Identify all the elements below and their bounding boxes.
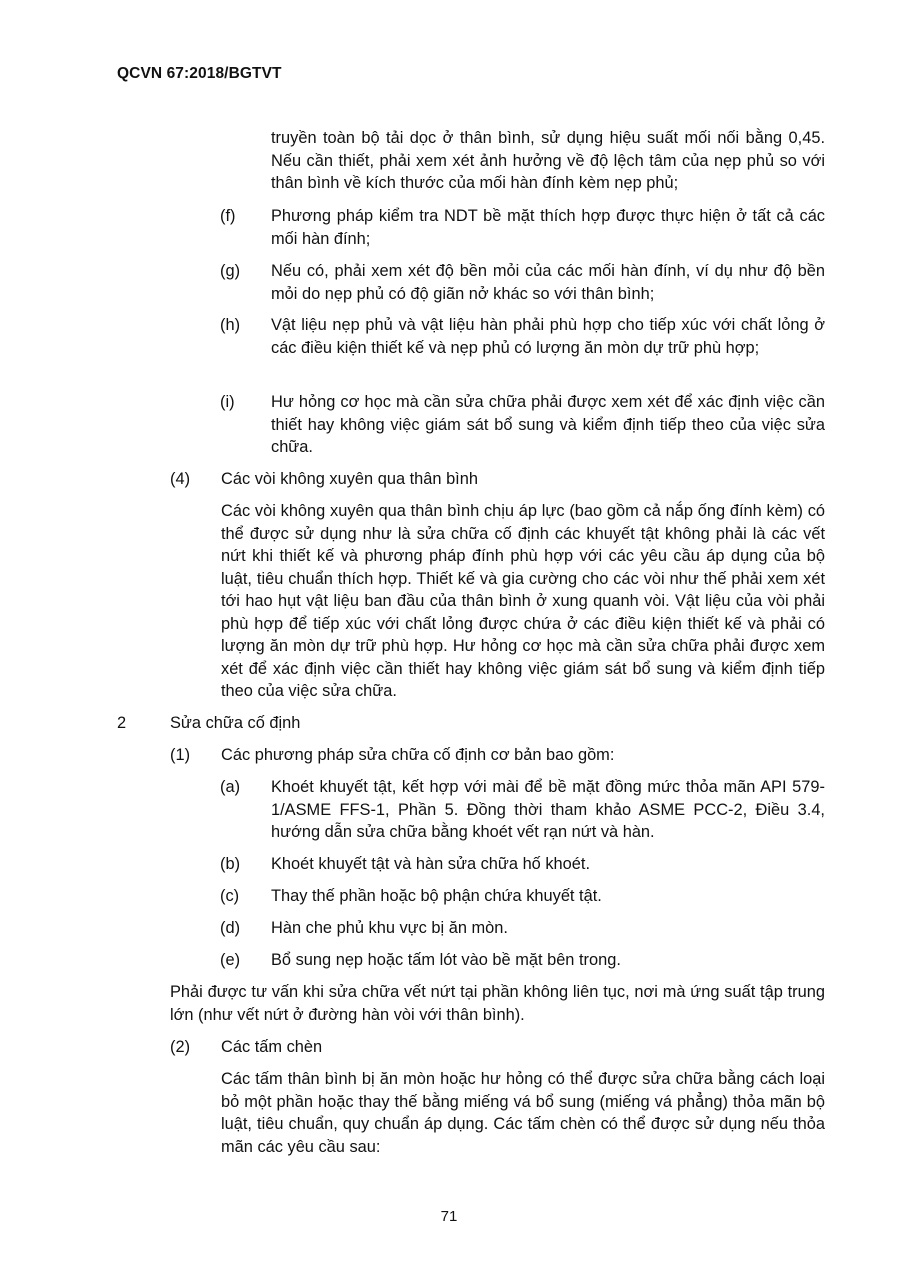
item-d-text: Hàn che phủ khu vực bị ăn mòn. [271, 919, 508, 937]
para-2-title: Các tấm chèn [221, 1038, 323, 1056]
document-code-header: QCVN 67:2018/BGTVT [117, 65, 282, 82]
item-h-text: Vật liệu nẹp phủ và vật liệu hàn phải phù hợp cho tiếp xúc với chất lỏng ở các điều kiện thiết kế và nẹp phủ có lượng ăn mòn dự trữ phù hợp; [271, 316, 825, 357]
item-g-text: Nếu có, phải xem xét độ bền mỏi của các mối hàn đính, ví dụ như độ bền mỏi do nẹp phủ có độ giãn nở khác so với thân bình; [271, 262, 825, 303]
item-b-text: Khoét khuyết tật và hàn sửa chữa hố khoét. [271, 855, 591, 873]
section-2-title: Sửa chữa cố định [170, 714, 301, 732]
para-1-title: Các phương pháp sửa chữa cố định cơ bản bao gồm: [221, 746, 615, 764]
para-1-label: (1) [170, 746, 191, 764]
item-e2-text: Bổ sung nẹp hoặc tấm lót vào bề mặt bên trong. [271, 951, 621, 969]
para-4-title: Các vòi không xuyên qua thân bình [221, 470, 478, 488]
item-f-text: Phương pháp kiểm tra NDT bề mặt thích hợp được thực hiện ở tất cả các mối hàn đính; [271, 207, 825, 248]
item-g-label: (g) [220, 262, 241, 280]
section-2-label: 2 [117, 714, 127, 732]
item-f-label: (f) [220, 207, 236, 225]
item-c-text: Thay thế phần hoặc bộ phận chứa khuyết tật. [271, 887, 602, 905]
item-b-label: (b) [220, 855, 241, 873]
item-h-label: (h) [220, 316, 241, 334]
note-paragraph: Phải được tư vấn khi sửa chữa vết nứt tại phần không liên tục, nơi mà ứng suất tập trung lớn (như vết nứt ở đường hàn vòi với thân bình). [170, 983, 825, 1024]
page-number: 71 [440, 1208, 458, 1225]
item-a-text: Khoét khuyết tật, kết hợp với mài để bề mặt đồng mức thỏa mãn API 579-1/ASME FFS-1, Phần 5. Đồng thời tham khảo ASME PCC-2, Điều 3.4, hướng dẫn sửa chữa bằng khoét vết rạn nứt và hàn. [271, 778, 825, 841]
item-e2-label: (e) [220, 951, 241, 969]
para-4-label: (4) [170, 470, 191, 488]
item-d-label: (d) [220, 919, 241, 937]
para-2-text: Các tấm thân bình bị ăn mòn hoặc hư hỏng có thể được sửa chữa bằng cách loại bỏ một phần hoặc thay thế bằng miếng vá bổ sung (miếng vá phẳng) thỏa mãn bộ luật, tiêu chuẩn, quy chuẩn áp dụng. Các tấm chèn có thể được sử dụng nếu thỏa mãn các yêu cầu sau: [221, 1070, 825, 1156]
item-i-text: Hư hỏng cơ học mà cần sửa chữa phải được xem xét để xác định việc cần thiết hay không việc giám sát bổ sung và kiểm định tiếp theo của việc sửa chữa. [271, 393, 825, 456]
item-a-label: (a) [220, 778, 241, 796]
para-4-text: Các vòi không xuyên qua thân bình chịu áp lực (bao gồm cả nắp ống đính kèm) có thể được sử dụng như là sửa chữa cố định các khuyết tật không phải là các vết nứt khi thiết kế và phương pháp đính phù hợp với các yêu cầu áp dụng của bộ luật, tiêu chuẩn thích hợp. Thiết kế và gia cường cho các vòi như thế phải xem xét tới hao hụt vật liệu ban đầu của thân bình ở xung quanh vòi. Vật liệu của vòi phải phù hợp để tiếp xúc với chất lỏng được chứa ở các điều kiện thiết kế và phải có lượng ăn mòn dự trữ phù hợp. Hư hỏng cơ học mà cần sửa chữa phải được xem xét để xác định việc cần thiết hay không việc giám sát bổ sung và kiểm định tiếp theo của việc sửa chữa. [221, 502, 825, 700]
item-i-label: (i) [220, 393, 235, 411]
item-c-label: (c) [220, 887, 240, 905]
para-2-label: (2) [170, 1038, 191, 1056]
item-e-continuation: truyền toàn bộ tải dọc ở thân bình, sử dụng hiệu suất mối nối bằng 0,45. Nếu cần thiết, phải xem xét ảnh hưởng về độ lệch tâm của nẹp phủ so với thân bình về kích thước của mối hàn đính kèm nẹp phủ; [271, 129, 825, 192]
